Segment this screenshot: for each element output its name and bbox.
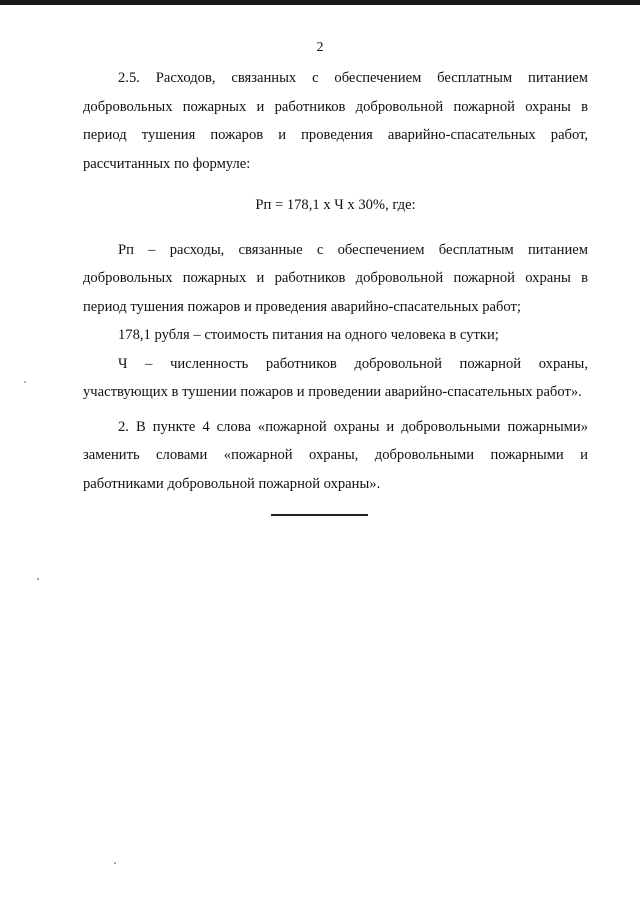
paragraph-point-2: 2. В пункте 4 слова «пожарной охраны и добровольными пожарными» заменить словами «пожарной охраны, добровольными пожарными и работниками добровольной пожарной охраны». [83,418,588,492]
scan-speck [114,862,116,864]
scan-speck [37,578,39,580]
document-body [83,64,588,498]
paragraph-rp-definition: Рп – расходы, связанные с обеспечением бесплатным питанием добровольных пожарных и работников добровольной пожарной охраны в период тушения пожаров и проведения аварийно-спасательных работ; [83,241,588,315]
scan-speck [24,381,26,383]
paragraph-cost-definition: 178,1 рубля – стоимость питания на одного человека в сутки; [118,327,499,343]
end-rule [271,514,368,516]
paragraph-2-5: 2.5. Расходов, связанных с обеспечением бесплатным питанием добровольных пожарных и работников добровольной пожарной охраны в период тушения пожаров и проведения аварийно-спасательных работ, рассчитанных по формуле: [83,70,588,172]
scan-edge-bar [0,0,640,5]
page-number: 2 [316,40,324,55]
formula: Рп = 178,1 х Ч х 30%, где: [255,197,416,213]
paragraph-ch-definition: Ч – численность работников добровольной пожарной охраны, участвующих в тушении пожаров и проведении аварийно-спасательных работ». [83,355,588,400]
